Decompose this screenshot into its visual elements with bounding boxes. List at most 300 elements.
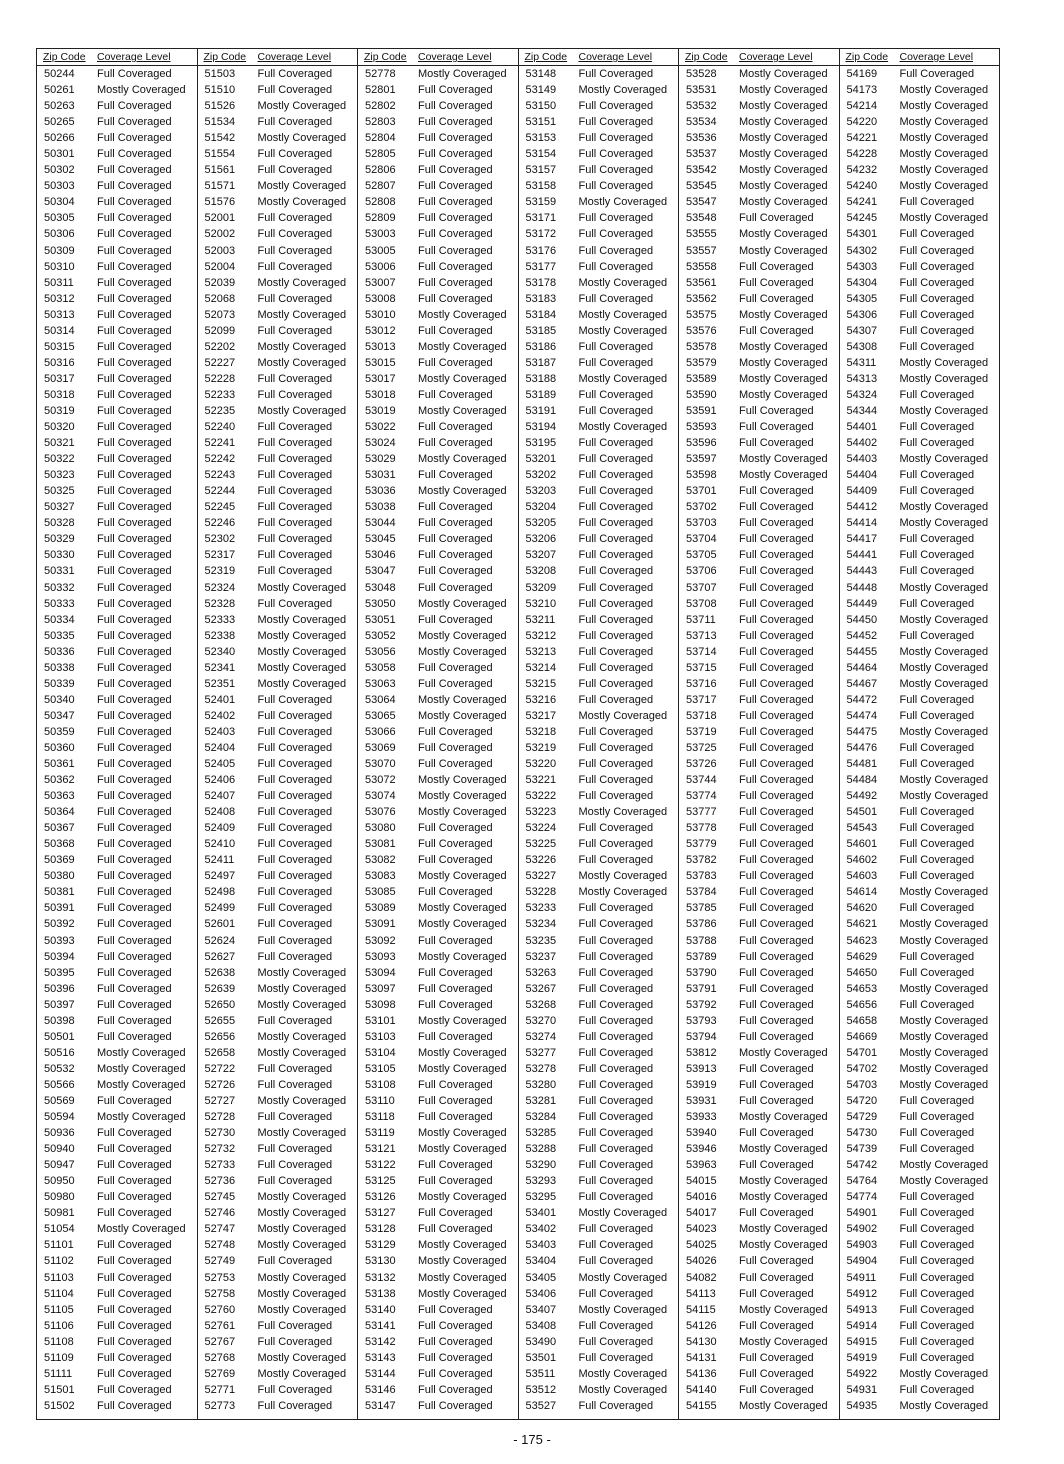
table-row: [840, 403, 1000, 419]
coverage-level-header: Coverage Level: [578, 51, 653, 63]
table-row: [679, 997, 839, 1013]
table-row: [679, 419, 839, 435]
coverage-level-cell: Full Coveraged: [97, 1255, 172, 1268]
table-row: [679, 1173, 839, 1189]
table-row: [519, 82, 679, 98]
coverage-level-cell: Mostly Coveraged: [418, 597, 507, 610]
coverage-level-cell: Full Coveraged: [578, 838, 654, 851]
zip-code-cell: 50363: [44, 790, 75, 803]
coverage-level-cell: Mostly Coveraged: [899, 661, 989, 674]
table-row: [679, 1253, 839, 1269]
table-row: [519, 1029, 679, 1045]
coverage-level-cell: Mostly Coveraged: [257, 677, 347, 690]
coverage-level-cell: Full Coveraged: [578, 132, 654, 145]
table-row: [840, 339, 1000, 355]
table-row: [37, 580, 197, 596]
coverage-level-cell: Full Coveraged: [418, 469, 493, 482]
table-row: [37, 419, 197, 435]
zip-code-cell: 52408: [204, 806, 236, 819]
table-row: [358, 114, 518, 130]
table-row: [840, 146, 1000, 162]
zip-code-cell: 54311: [846, 356, 877, 369]
coverage-level-cell: Mostly Coveraged: [899, 934, 989, 947]
coverage-level-cell: Full Coveraged: [418, 1383, 493, 1396]
zip-code-cell: 52403: [204, 725, 236, 738]
table-row: [679, 371, 839, 387]
coverage-level-cell: Full Coveraged: [739, 854, 814, 867]
table-row: [519, 1141, 679, 1157]
table-row: [198, 355, 358, 371]
coverage-level-cell: Full Coveraged: [97, 388, 172, 401]
zip-code-cell: 53206: [525, 533, 557, 546]
table-row: [679, 467, 839, 483]
zip-code-cell: 53158: [525, 180, 557, 193]
coverage-level-cell: Full Coveraged: [739, 485, 814, 498]
zip-code-cell: 53295: [525, 1191, 557, 1204]
table-row: [679, 660, 839, 676]
zip-code-cell: 53064: [365, 693, 396, 706]
coverage-level-cell: Full Coveraged: [899, 1319, 975, 1332]
zip-code-cell: 53402: [525, 1223, 557, 1236]
table-row: [198, 1270, 358, 1286]
coverage-level-cell: Full Coveraged: [257, 838, 333, 851]
zip-code-cell: 54903: [846, 1239, 878, 1252]
coverage-level-cell: Full Coveraged: [578, 565, 654, 578]
coverage-level-cell: Full Coveraged: [418, 1175, 493, 1188]
zip-code-cell: 52733: [204, 1159, 236, 1172]
coverage-level-cell: Full Coveraged: [97, 212, 172, 225]
zip-code-cell: 52804: [365, 132, 396, 145]
zip-code-cell: 53268: [525, 998, 557, 1011]
coverage-level-cell: Mostly Coveraged: [899, 982, 989, 995]
zip-code-cell: 53280: [525, 1078, 557, 1091]
coverage-level-cell: Mostly Coveraged: [97, 1046, 186, 1059]
coverage-level-cell: Full Coveraged: [97, 982, 172, 995]
zip-code-cell: 53205: [525, 517, 557, 530]
coverage-level-cell: Full Coveraged: [97, 1319, 172, 1332]
coverage-level-cell: Full Coveraged: [578, 100, 654, 113]
table-row: [519, 1077, 679, 1093]
zip-code-cell: 54023: [686, 1223, 717, 1236]
zip-code-cell: 53237: [525, 950, 557, 963]
table-row: [519, 900, 679, 916]
coverage-level-cell: Full Coveraged: [257, 68, 333, 80]
coverage-level-cell: Mostly Coveraged: [257, 1191, 347, 1204]
coverage-level-cell: Mostly Coveraged: [899, 180, 989, 193]
zip-code-cell: 50516: [44, 1046, 75, 1059]
table-row: [840, 114, 1000, 130]
zip-code-cell: 53726: [686, 758, 717, 771]
coverage-level-cell: Full Coveraged: [739, 1095, 814, 1107]
table-row: [358, 451, 518, 467]
coverage-level-cell: Mostly Coveraged: [899, 372, 989, 385]
zip-code-cell: 51534: [204, 116, 236, 129]
table-row: [840, 1366, 1000, 1382]
zip-code-cell: 53267: [525, 982, 557, 995]
zip-code-cell: 53080: [365, 822, 396, 835]
coverage-level-cell: Mostly Coveraged: [899, 581, 989, 594]
coverage-level-cell: Mostly Coveraged: [418, 1255, 507, 1268]
table-row: [198, 1045, 358, 1061]
coverage-level-cell: Mostly Coveraged: [257, 1287, 347, 1300]
zip-code-cell: 53048: [365, 581, 396, 594]
zip-code-cell: 50305: [44, 212, 75, 225]
table-row: [358, 1093, 518, 1109]
table-row: [358, 1286, 518, 1302]
coverage-level-cell: Mostly Coveraged: [257, 581, 347, 594]
zip-code-cell: 52760: [204, 1303, 236, 1316]
coverage-level-cell: Full Coveraged: [578, 822, 654, 835]
zip-code-cell: 53288: [525, 1143, 557, 1156]
zip-code-cell: 53547: [686, 196, 717, 209]
coverage-level-cell: Full Coveraged: [899, 469, 975, 482]
zip-code-cell: 52244: [204, 485, 236, 498]
zip-code-cell: 53224: [525, 822, 557, 835]
table-row: [37, 1077, 197, 1093]
table-row: [37, 692, 197, 708]
table-row: [679, 788, 839, 804]
table-row: [840, 1173, 1000, 1189]
zip-code-cell: 50317: [44, 372, 75, 385]
zip-code-cell: 52805: [365, 148, 396, 161]
table-row: [840, 1045, 1000, 1061]
coverage-level-cell: Full Coveraged: [97, 693, 172, 706]
zip-code-cell: 52498: [204, 886, 236, 899]
table-row: [679, 435, 839, 451]
zip-code-header: Zip Code: [845, 51, 889, 63]
zip-code-cell: 53093: [365, 950, 396, 963]
coverage-level-cell: Mostly Coveraged: [899, 774, 989, 787]
zip-code-cell: 54221: [846, 132, 878, 145]
coverage-level-cell: Full Coveraged: [418, 244, 493, 257]
coverage-level-cell: Full Coveraged: [739, 533, 814, 546]
coverage-level-cell: Full Coveraged: [257, 950, 333, 963]
zip-code-cell: 52409: [204, 822, 236, 835]
coverage-level-cell: Full Coveraged: [418, 1319, 493, 1332]
coverage-level-cell: Full Coveraged: [97, 886, 172, 899]
zip-code-cell: 53591: [686, 404, 717, 417]
zip-code-cell: 54915: [846, 1335, 878, 1348]
table-row: [37, 178, 197, 194]
coverage-level-cell: Full Coveraged: [418, 421, 493, 434]
table-row: [679, 772, 839, 788]
coverage-level-cell: Full Coveraged: [739, 677, 814, 690]
coverage-level-cell: Full Coveraged: [97, 581, 172, 594]
table-row: [198, 676, 358, 692]
table-row: [679, 756, 839, 772]
coverage-level-cell: Full Coveraged: [899, 1383, 975, 1396]
zip-code-cell: 53542: [686, 164, 717, 177]
table-row: [198, 1173, 358, 1189]
zip-code-cell: 50594: [44, 1111, 75, 1124]
table-row: [37, 146, 197, 162]
table-row: [37, 531, 197, 547]
coverage-level-cell: Full Coveraged: [899, 324, 975, 337]
zip-code-cell: 53151: [525, 116, 557, 129]
table-row: [198, 1318, 358, 1334]
zip-code-cell: 53536: [686, 132, 717, 145]
table-row: [198, 1382, 358, 1398]
table-row: [679, 836, 839, 852]
zip-code-cell: 53234: [525, 918, 557, 931]
coverage-level-cell: Full Coveraged: [739, 1351, 814, 1364]
coverage-level-cell: Full Coveraged: [578, 1095, 654, 1107]
table-row: [679, 1237, 839, 1253]
table-row: [679, 1013, 839, 1029]
zip-code-cell: 53140: [365, 1303, 396, 1316]
table-row: [358, 162, 518, 178]
zip-code-cell: 53022: [365, 421, 396, 434]
zip-code-cell: 52803: [365, 116, 396, 129]
zip-code-cell: 54017: [686, 1207, 717, 1220]
table-row: [358, 146, 518, 162]
zip-code-cell: 50335: [44, 629, 75, 642]
column-header: [679, 49, 839, 66]
zip-code-cell: 54228: [846, 148, 878, 161]
table-row: [198, 1221, 358, 1237]
coverage-level-cell: Full Coveraged: [578, 1351, 654, 1364]
coverage-level-cell: Mostly Coveraged: [899, 517, 989, 530]
zip-code-cell: 53593: [686, 421, 717, 434]
coverage-level-cell: Mostly Coveraged: [418, 340, 507, 353]
zip-code-cell: 52736: [204, 1175, 236, 1188]
table-row: [519, 1237, 679, 1253]
table-row: [198, 1013, 358, 1029]
coverage-level-cell: Full Coveraged: [257, 437, 333, 450]
coverage-level-cell: Full Coveraged: [899, 838, 975, 851]
zip-code-cell: 53149: [525, 84, 557, 97]
coverage-level-cell: Full Coveraged: [578, 164, 654, 177]
zip-code-cell: 50369: [44, 854, 75, 867]
zip-code-cell: 54472: [846, 693, 878, 706]
table-row: [519, 644, 679, 660]
zip-code-cell: 54614: [846, 886, 878, 899]
table-row: [37, 772, 197, 788]
zip-code-cell: 53092: [365, 934, 396, 947]
table-row: [679, 900, 839, 916]
zip-code-cell: 53082: [365, 854, 396, 867]
zip-code-cell: 53148: [525, 68, 557, 80]
table-row: [840, 82, 1000, 98]
coverage-level-cell: Full Coveraged: [97, 966, 172, 979]
coverage-level-cell: Full Coveraged: [899, 1351, 975, 1364]
coverage-level-cell: Full Coveraged: [899, 533, 975, 546]
coverage-level-cell: Full Coveraged: [257, 1399, 333, 1412]
table-row: [198, 900, 358, 916]
zip-code-cell: 53119: [365, 1127, 395, 1140]
table-row: [519, 997, 679, 1013]
zip-code-cell: 54308: [846, 340, 878, 353]
table-row: [840, 1077, 1000, 1093]
table-row: [519, 916, 679, 932]
zip-code-cell: 53125: [365, 1175, 396, 1188]
coverage-level-cell: Mostly Coveraged: [739, 372, 828, 385]
table-row: [37, 1173, 197, 1189]
coverage-level-cell: Full Coveraged: [97, 774, 172, 787]
zip-code-cell: 53127: [365, 1207, 396, 1220]
coverage-level-cell: Full Coveraged: [578, 613, 654, 626]
coverage-level-cell: Full Coveraged: [578, 533, 654, 546]
table-row: [840, 1302, 1000, 1318]
zip-code-cell: 53531: [686, 84, 717, 97]
zip-code-cell: 53793: [686, 1014, 717, 1027]
coverage-level-cell: Full Coveraged: [899, 1303, 975, 1316]
coverage-level-cell: Full Coveraged: [739, 1078, 814, 1091]
coverage-level-cell: Full Coveraged: [739, 1014, 814, 1027]
table-row: [840, 1398, 1000, 1414]
table-row: [840, 644, 1000, 660]
coverage-level-cell: Full Coveraged: [97, 469, 172, 482]
coverage-level-cell: Mostly Coveraged: [578, 421, 668, 434]
table-row: [840, 1221, 1000, 1237]
zip-code-cell: 53050: [365, 597, 396, 610]
zip-code-cell: 53098: [365, 998, 396, 1011]
zip-code-cell: 53576: [686, 324, 717, 337]
table-row: [519, 1334, 679, 1350]
table-row: [198, 1253, 358, 1269]
zip-code-cell: 52073: [204, 308, 236, 321]
table-row: [519, 1302, 679, 1318]
coverage-level-cell: Full Coveraged: [418, 276, 493, 289]
table-row: [840, 547, 1000, 563]
table-row: [358, 355, 518, 371]
coverage-level-cell: Mostly Coveraged: [257, 1223, 347, 1236]
zip-code-cell: 53070: [365, 758, 396, 771]
zip-code-cell: 54904: [846, 1255, 878, 1268]
zip-code-cell: 51103: [44, 1271, 74, 1284]
coverage-level-cell: Full Coveraged: [899, 1271, 975, 1284]
zip-code-cell: 50392: [44, 918, 75, 931]
coverage-level-cell: Full Coveraged: [418, 132, 493, 145]
table-row: [37, 1141, 197, 1157]
table-row: [358, 1173, 518, 1189]
zip-code-cell: 53201: [525, 453, 557, 466]
coverage-level-cell: Mostly Coveraged: [257, 1367, 347, 1380]
table-row: [37, 1302, 197, 1318]
coverage-level-cell: Full Coveraged: [899, 388, 975, 401]
table-row: [679, 628, 839, 644]
coverage-level-cell: Mostly Coveraged: [899, 1078, 989, 1091]
coverage-level-cell: Mostly Coveraged: [578, 324, 668, 337]
table-row: [198, 724, 358, 740]
coverage-level-cell: Full Coveraged: [739, 918, 814, 931]
zip-code-cell: 50950: [44, 1175, 75, 1188]
table-row: [198, 243, 358, 259]
coverage-level-cell: Full Coveraged: [578, 1335, 654, 1348]
zip-code-cell: 50981: [44, 1207, 75, 1220]
table-row: [679, 194, 839, 210]
coverage-level-cell: Full Coveraged: [257, 1335, 333, 1348]
zip-code-cell: 52233: [204, 388, 236, 401]
coverage-level-cell: Mostly Coveraged: [257, 1239, 347, 1252]
zip-code-cell: 54730: [846, 1127, 878, 1140]
coverage-level-cell: Mostly Coveraged: [739, 1223, 828, 1236]
table-row: [679, 852, 839, 868]
zip-code-cell: 53558: [686, 260, 717, 273]
table-row: [198, 499, 358, 515]
zip-code-cell: 54476: [846, 741, 878, 754]
coverage-level-cell: Full Coveraged: [257, 116, 333, 129]
zip-code-cell: 53208: [525, 565, 557, 578]
coverage-level-cell: Full Coveraged: [739, 501, 814, 514]
coverage-level-cell: Mostly Coveraged: [899, 1046, 989, 1059]
zip-code-cell: 53051: [365, 613, 396, 626]
coverage-level-cell: Full Coveraged: [257, 597, 333, 610]
table-row: [840, 291, 1000, 307]
zip-code-cell: 53532: [686, 100, 717, 113]
coverage-level-cell: Mostly Coveraged: [418, 709, 507, 722]
coverage-level-cell: Mostly Coveraged: [418, 693, 507, 706]
column-block-6: [840, 49, 1000, 1419]
zip-code-cell: 53590: [686, 388, 717, 401]
coverage-level-cell: Full Coveraged: [739, 790, 814, 803]
coverage-level-cell: Full Coveraged: [418, 982, 493, 995]
zip-code-cell: 50328: [44, 517, 75, 530]
coverage-level-cell: Full Coveraged: [257, 260, 333, 273]
zip-code-cell: 53189: [525, 388, 557, 401]
table-row: [840, 98, 1000, 114]
table-row: [37, 114, 197, 130]
coverage-level-cell: Mostly Coveraged: [418, 774, 507, 787]
zip-code-cell: 53183: [525, 292, 557, 305]
coverage-level-cell: Full Coveraged: [578, 1078, 654, 1091]
table-row: [840, 1013, 1000, 1029]
table-row: [198, 226, 358, 242]
zip-code-cell: 52730: [204, 1127, 236, 1140]
zip-code-cell: 51571: [204, 180, 236, 193]
zip-code-cell: 50398: [44, 1014, 75, 1027]
coverage-level-cell: Full Coveraged: [578, 260, 654, 273]
table-row: [358, 1366, 518, 1382]
table-row: [37, 307, 197, 323]
coverage-level-cell: Full Coveraged: [257, 1143, 333, 1156]
zip-code-cell: 54136: [686, 1367, 717, 1380]
coverage-level-cell: Full Coveraged: [97, 372, 172, 385]
table-row: [37, 1382, 197, 1398]
table-row: [358, 291, 518, 307]
zip-code-cell: 54464: [846, 661, 878, 674]
table-row: [840, 933, 1000, 949]
coverage-level-cell: Full Coveraged: [899, 1111, 975, 1124]
table-row: [358, 1221, 518, 1237]
zip-code-cell: 53104: [365, 1046, 396, 1059]
table-row: [840, 210, 1000, 226]
table-row: [198, 981, 358, 997]
table-row: [679, 226, 839, 242]
coverage-level-header: Coverage Level: [257, 51, 332, 63]
zip-code-cell: 50334: [44, 613, 75, 626]
zip-code-cell: 53046: [365, 549, 396, 562]
coverage-level-cell: Full Coveraged: [97, 501, 172, 514]
zip-code-cell: 52401: [204, 693, 236, 706]
table-row: [37, 435, 197, 451]
table-row: [358, 660, 518, 676]
coverage-level-cell: Mostly Coveraged: [739, 388, 828, 401]
table-row: [679, 66, 839, 82]
coverage-level-cell: Mostly Coveraged: [257, 276, 347, 289]
coverage-level-cell: Full Coveraged: [418, 84, 493, 97]
table-row: [358, 226, 518, 242]
table-row: [519, 194, 679, 210]
zip-code-cell: 51102: [44, 1255, 74, 1268]
table-row: [198, 1141, 358, 1157]
coverage-level-cell: Full Coveraged: [257, 1111, 333, 1124]
coverage-level-cell: Full Coveraged: [739, 645, 814, 658]
table-row: [519, 515, 679, 531]
zip-code-cell: 54912: [846, 1287, 878, 1300]
coverage-level-cell: Mostly Coveraged: [257, 966, 347, 979]
table-row: [198, 82, 358, 98]
